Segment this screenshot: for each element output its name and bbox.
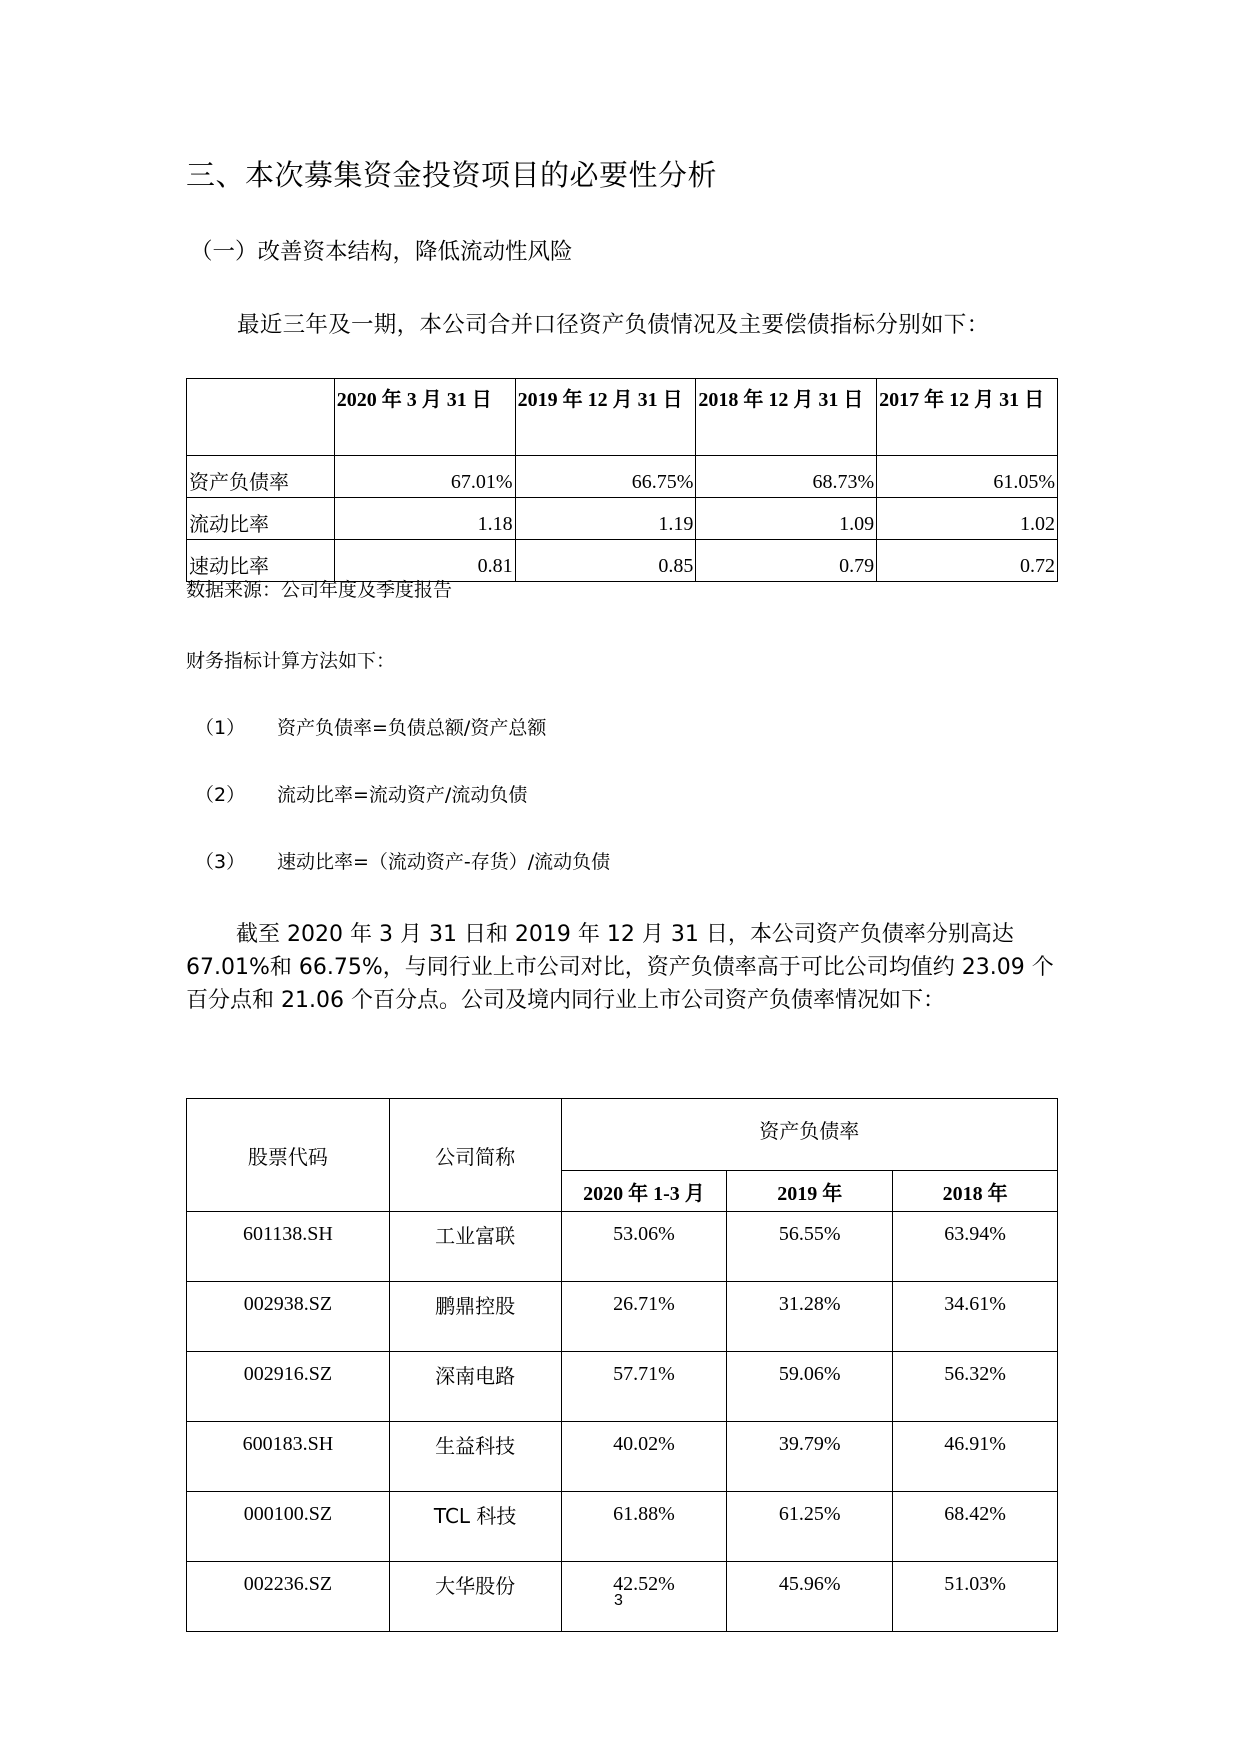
intro-paragraph: 最近三年及一期，本公司合并口径资产负债情况及主要偿债指标分别如下： [237, 312, 990, 338]
table-header-row [187, 379, 1058, 456]
row-label: 流动比率 [187, 498, 335, 540]
table-cell: 0.85 [515, 540, 696, 582]
table-cell: 0.79 [696, 540, 877, 582]
formula-number: （2） [195, 784, 246, 806]
table-row [187, 1212, 1058, 1282]
subheader-period: 2020 年 1-3 月 [561, 1171, 727, 1212]
table-cell: 1.09 [696, 498, 877, 540]
header-company-name: 公司简称 [389, 1099, 561, 1212]
formula-number: （1） [195, 717, 246, 739]
table-row [187, 1422, 1058, 1492]
header-debt-ratio-group: 资产负债率 [561, 1099, 1057, 1171]
table-row [187, 498, 1058, 540]
table-header-cell: 2019 年 12 月 31 日 [515, 379, 696, 456]
stock-code: 002916.SZ [187, 1352, 390, 1422]
table-cell: 39.79% [727, 1422, 893, 1492]
stock-code: 600183.SH [187, 1422, 390, 1492]
table-cell: 0.81 [334, 540, 515, 582]
table-cell: 31.28% [727, 1282, 893, 1352]
table-cell: 0.72 [877, 540, 1058, 582]
table-header-cell [187, 379, 335, 456]
table-cell: 61.88% [561, 1492, 727, 1562]
calculation-methods-title: 财务指标计算方法如下： [186, 650, 396, 672]
table-cell: 53.06% [561, 1212, 727, 1282]
company-name: 生益科技 [389, 1422, 561, 1492]
table-row [187, 456, 1058, 498]
formula-number: （3） [195, 851, 246, 873]
subheader-period: 2019 年 [727, 1171, 893, 1212]
company-name: 大华股份 [389, 1562, 561, 1632]
formula-text: 资产负债率=负债总额/资产总额 [277, 717, 547, 739]
formula-text: 流动比率=流动资产/流动负债 [277, 784, 528, 806]
table-cell: 1.19 [515, 498, 696, 540]
stock-code: 002938.SZ [187, 1282, 390, 1352]
table-cell: 34.61% [893, 1282, 1058, 1352]
company-name: 鹏鼎控股 [389, 1282, 561, 1352]
comparison-paragraph-text: 截至 2020 年 3 月 31 日和 2019 年 12 月 31 日，本公司资产负债率分别高达 67.01%和 66.75%，与同行业上市公司对比，资产负债率高于可比公司均值约 23.09 个百分点和 21.06 个百分点。公司及境内同行业上市公司资产负债率情况如下： [186, 922, 1054, 1013]
table-header-row [187, 1099, 1058, 1171]
table-header-cell: 2018 年 12 月 31 日 [696, 379, 877, 456]
table-cell: 45.96% [727, 1562, 893, 1632]
header-stock-code: 股票代码 [187, 1099, 390, 1212]
table-cell: 26.71% [561, 1282, 727, 1352]
peer-comparison-table [186, 1098, 1058, 1632]
table-cell: 68.73% [696, 456, 877, 498]
stock-code: 000100.SZ [187, 1492, 390, 1562]
table-cell: 68.42% [893, 1492, 1058, 1562]
company-name: TCL 科技 [389, 1492, 561, 1562]
page-number: 3 [614, 1592, 623, 1609]
subheader-period: 2018 年 [893, 1171, 1058, 1212]
solvency-indicators-table [186, 378, 1058, 582]
table-row [187, 1352, 1058, 1422]
company-name: 深南电路 [389, 1352, 561, 1422]
table-cell: 42.52% [561, 1562, 727, 1632]
table-cell: 1.02 [877, 498, 1058, 540]
table-cell: 40.02% [561, 1422, 727, 1492]
table-header-cell: 2020 年 3 月 31 日 [334, 379, 515, 456]
table-cell: 57.71% [561, 1352, 727, 1422]
subsection-heading: （一）改善资本结构，降低流动性风险 [190, 239, 573, 265]
company-name: 工业富联 [389, 1212, 561, 1282]
table-cell: 67.01% [334, 456, 515, 498]
table-cell: 56.55% [727, 1212, 893, 1282]
table-cell: 59.06% [727, 1352, 893, 1422]
table-row [187, 1492, 1058, 1562]
stock-code: 601138.SH [187, 1212, 390, 1282]
table-row [187, 1282, 1058, 1352]
comparison-paragraph [186, 918, 1061, 1017]
section-heading: 三、本次募集资金投资项目的必要性分析 [186, 158, 718, 192]
table-cell: 61.25% [727, 1492, 893, 1562]
row-label: 速动比率 [187, 540, 335, 582]
table-cell: 66.75% [515, 456, 696, 498]
table-cell: 46.91% [893, 1422, 1058, 1492]
row-label: 资产负债率 [187, 456, 335, 498]
data-source-note: 数据来源：公司年度及季度报告 [186, 579, 453, 601]
table-cell: 63.94% [893, 1212, 1058, 1282]
table-cell: 56.32% [893, 1352, 1058, 1422]
formula-text: 速动比率=（流动资产-存货）/流动负债 [277, 851, 611, 873]
stock-code: 002236.SZ [187, 1562, 390, 1632]
table-cell: 61.05% [877, 456, 1058, 498]
table-cell: 51.03% [893, 1562, 1058, 1632]
table-header-cell: 2017 年 12 月 31 日 [877, 379, 1058, 456]
table-cell: 1.18 [334, 498, 515, 540]
